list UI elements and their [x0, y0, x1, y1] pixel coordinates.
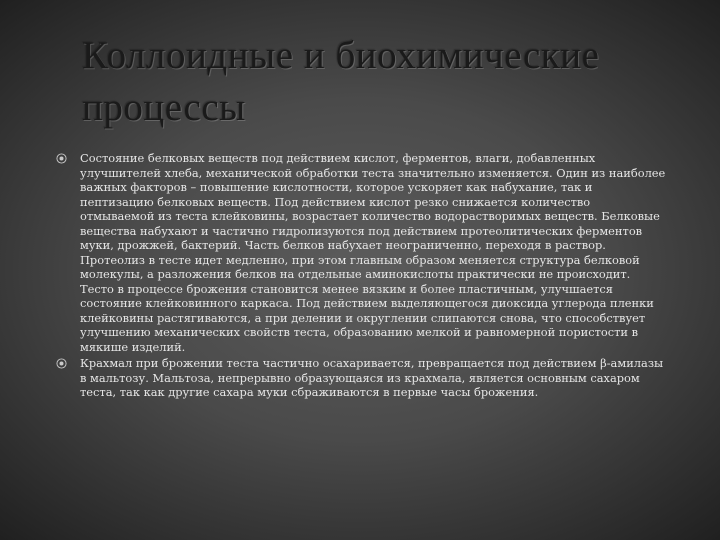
slide-title: Коллоидные и биохимические процессы: [82, 34, 600, 129]
bullet-item-1: [56, 151, 666, 354]
bullet-item-2: [56, 356, 666, 400]
target-bullet-icon: [56, 358, 67, 369]
target-bullet-icon: [56, 153, 67, 164]
bullet-text: Крахмал при брожении теста частично осахаривается, превращается под действием β-амилазы в мальтозу. Мальтоза, непрерывно образующаяся из крахмала, является основным сахаром теста, так как другие сахара муки сбраживаются в первые часы брожения.: [80, 356, 664, 399]
slide-body: [56, 151, 666, 400]
bullet-text: Состояние белковых веществ под действием кислот, ферментов, влаги, добавленных улучшителей хлеба, механической обработки теста значительно изменяется. Один из наиболее важных факторов – повышение кислотности, которое ускоряет как набухание, так и пептизацию белковых веществ. Под действием кислот резко снижается количество отмываемой из теста клейковины, возрастает количество водорастворимых веществ. Белковые вещества набухают и частично гидролизуются под действием протеолитических ферментов муки, дрожжей, бактерий. Часть белков набухает неограниченно, переходя в раствор. Протеолиз в тесте идет медленно, при этом главным образом меняется структура белковой молекулы, а разложения белков на отдельные аминокислоты практически не происходит. Тесто в процессе брожения становится менее вязким и более пластичным, улучшается состояние клейковинного каркаса. Под действием выделяющегося диоксида углерода пленки клейковины растягиваются, а при делении и округлении слипаются снова, что способствует улучшению механических свойств теста, образованию мелкой и равномерной пористости в мякише изделий.: [80, 151, 666, 354]
